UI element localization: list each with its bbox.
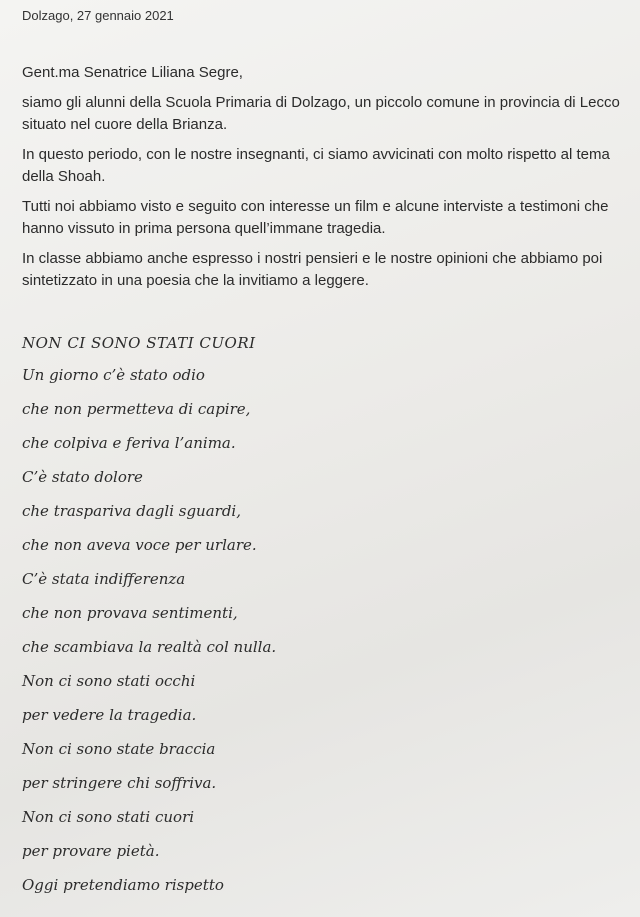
poem-line: Oggi pretendiamo rispetto	[22, 876, 224, 894]
poem-line: che colpiva e feriva l’anima.	[22, 434, 236, 452]
paragraph: In questo periodo, con le nostre insegnanti, ci siamo avvicinati con molto rispetto al tema della Shoah.	[22, 146, 610, 185]
poem-line: che non provava sentimenti,	[22, 604, 238, 622]
poem-line: C’è stata indifferenza	[22, 570, 186, 588]
poem-line: per stringere chi soffriva.	[22, 774, 217, 792]
poem-title: NON CI SONO STATI CUORI	[22, 334, 256, 352]
poem-line: Un giorno c’è stato odio	[22, 366, 205, 384]
poem-line: che non aveva voce per urlare.	[22, 536, 257, 554]
poem-line: Non ci sono state braccia	[22, 740, 216, 758]
poem-line: C’è stato dolore	[22, 468, 143, 486]
letter-body	[22, 62, 637, 300]
paragraph: In classe abbiamo anche espresso i nostri pensieri e le nostre opinioni che abbiamo poi sintetizzato in una poesia che la invitiamo a leggere.	[22, 250, 603, 289]
poem-line: che traspariva dagli sguardi,	[22, 502, 241, 520]
letter-date: Dolzago, 27 gennaio 2021	[22, 8, 174, 23]
paragraph: Tutti noi abbiamo visto e seguito con interesse un film e alcune interviste a testimoni che hanno vissuto in prima persona quell’immane tragedia.	[22, 198, 609, 237]
poem-line: che scambiava la realtà col nulla.	[22, 638, 277, 656]
salutation: Gent.ma Senatrice Liliana Segre,	[22, 64, 243, 81]
poem-line: per provare pietà.	[22, 842, 160, 860]
poem-line: per vedere la tragedia.	[22, 706, 197, 724]
poem	[22, 332, 622, 908]
poem-line: Non ci sono stati cuori	[22, 808, 195, 826]
paragraph: siamo gli alunni della Scuola Primaria di Dolzago, un piccolo comune in provincia di Lecco situato nel cuore della Brianza.	[22, 94, 620, 133]
poem-line: che non permetteva di capire,	[22, 400, 251, 418]
poem-line: Non ci sono stati occhi	[22, 672, 196, 690]
